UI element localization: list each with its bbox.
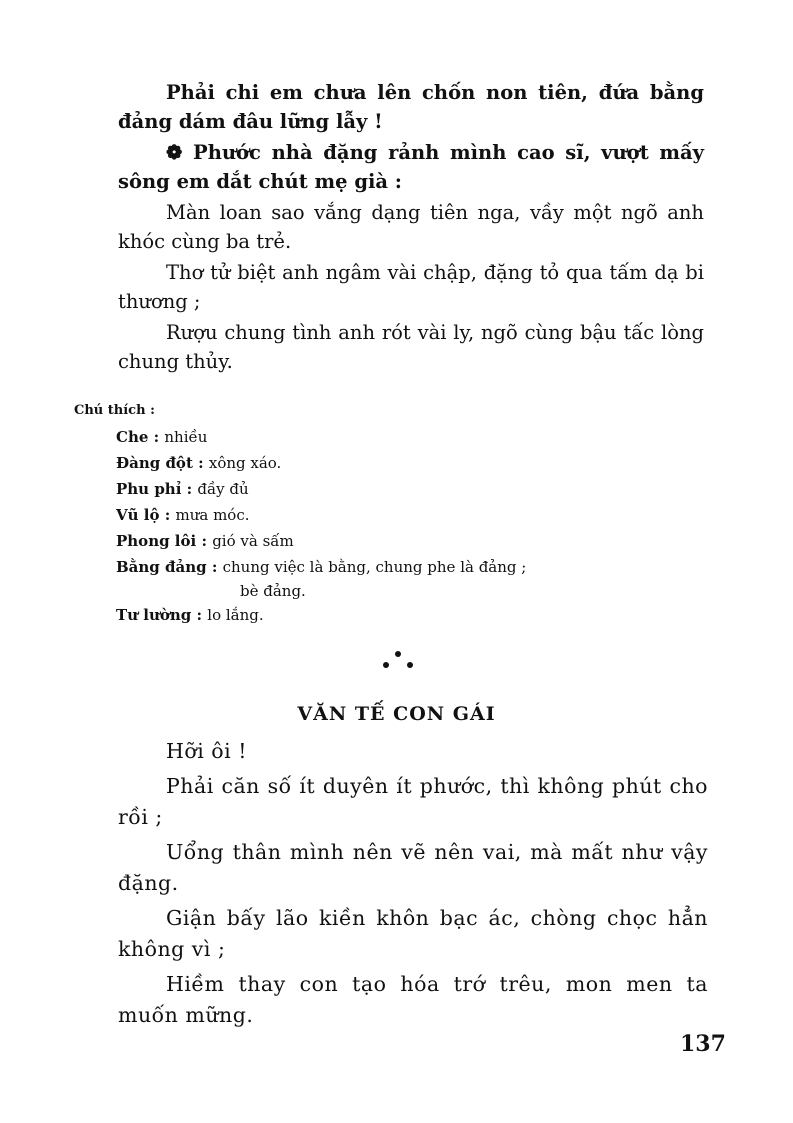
verse-line: Uổng thân mình nên vẽ nên vai, mà mất như vậy đặng.: [118, 840, 708, 895]
section-divider-ornament: [378, 648, 418, 672]
footnote-definition: lo lắng.: [207, 606, 264, 624]
footnote-item: Bằng đảng : chung việc là bằng, chung phe là đảng ; bè đảng.: [116, 554, 694, 602]
footnote-term: Phong lôi: [116, 532, 197, 550]
verse-line: Màn loan sao vắng dạng tiên nga, vầy một ngõ anh khóc cùng ba trẻ.: [118, 201, 704, 253]
footnotes-heading: Chú thích :: [74, 403, 155, 418]
footnote-term: Vũ lộ: [116, 506, 160, 524]
verse-line: Hỡi ôi !: [166, 739, 247, 763]
footnote-term: Đàng đột: [116, 454, 193, 472]
footnote-item: Che : nhiều: [116, 428, 208, 446]
footnote-term: Che: [116, 428, 149, 446]
footnotes: [74, 398, 694, 628]
verse-line: Rượu chung tình anh rót vài ly, ngõ cùng bậu tấc lòng chung thủy.: [118, 321, 704, 373]
footnote-definition: mưa móc.: [175, 506, 250, 524]
footnote-definition: nhiều: [164, 428, 208, 446]
poem-top: [118, 78, 704, 378]
footnote-definition: xông xáo.: [208, 454, 282, 472]
footnote-list: [74, 424, 694, 628]
footnote-definition: gió và sấm: [212, 532, 294, 550]
verse-line: Phải chi em chưa lên chốn non tiên, đứa bằng đảng dám đâu lững lẫy !: [118, 81, 704, 133]
footnote-item: Tư lường : lo lắng.: [116, 606, 264, 624]
verse-line: Thơ tử biệt anh ngâm vài chập, đặng tỏ qua tấm dạ bi thương ;: [118, 261, 704, 313]
verse-line: Giận bấy lão kiền khôn bạc ác, chòng chọc hẳn không vì ;: [118, 906, 708, 961]
section-title: VĂN TẾ CON GÁI: [297, 703, 496, 725]
footnote-item: Phong lôi : gió và sấm: [116, 532, 294, 550]
page-number: 137: [680, 1031, 726, 1057]
footnote-definition: đầy đủ: [197, 480, 249, 498]
verse-line: Hiềm thay con tạo hóa trớ trêu, mon men ta muốn mững.: [118, 972, 708, 1027]
footnote-definition: chung việc là bằng, chung phe là đảng ;: [222, 558, 527, 576]
poem-bottom: [118, 736, 708, 1035]
footnote-item: Đàng đột : xông xáo.: [116, 454, 282, 472]
footnote-continuation: bè đảng.: [240, 582, 306, 600]
footnote-item: Phu phỉ : đầy đủ: [116, 480, 249, 498]
verse-line: ❁ Phước nhà đặng rảnh mình cao sĩ, vượt mấy sông em dắt chút mẹ già :: [118, 141, 704, 193]
footnote-item: Vũ lộ : mưa móc.: [116, 506, 250, 524]
footnote-term: Bằng đảng: [116, 558, 207, 576]
footnote-term: Phu phỉ: [116, 480, 182, 498]
verse-line: Phải căn số ít duyên ít phước, thì không phút cho rồi ;: [118, 774, 708, 829]
footnote-term: Tư lường: [116, 606, 192, 624]
